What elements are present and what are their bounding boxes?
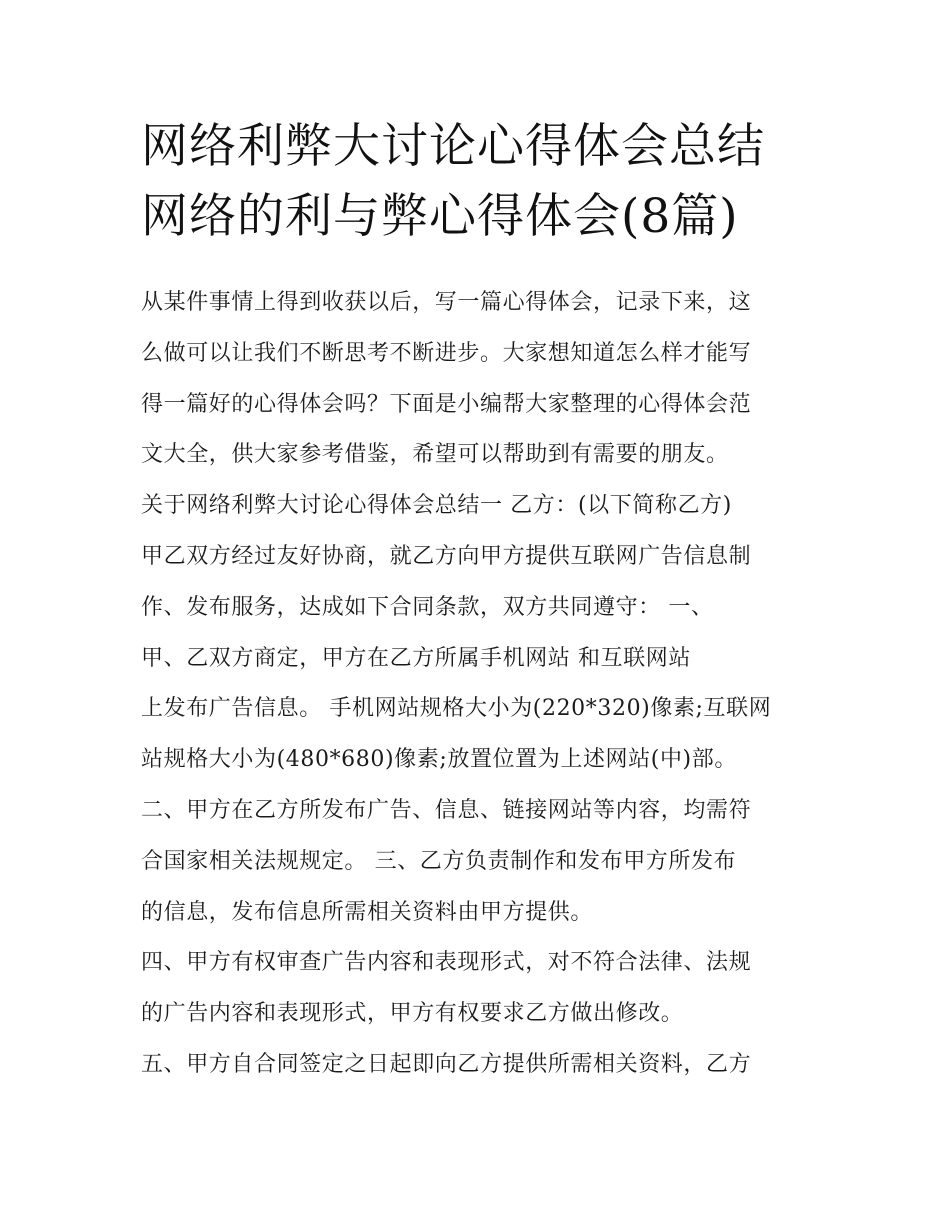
body-line: 合国家相关法规规定。 三、乙方负责制作和发布甲方所发布	[141, 848, 737, 874]
body-line: 四、甲方有权审查广告内容和表现形式，对不符合法律、法规	[141, 950, 752, 976]
body-line: 的广告内容和表现形式，甲方有权要求乙方做出修改。	[141, 1001, 684, 1027]
title-line-1: 网络利弊大讨论心得体会总结	[141, 119, 765, 174]
body-line: 甲乙双方经过友好协商，就乙方向甲方提供互联网广告信息制	[141, 543, 752, 569]
body-line: 文大全，供大家参考借鉴，希望可以帮助到有需要的朋友。	[141, 442, 729, 468]
body-line: 从某件事情上得到收获以后，写一篇心得体会，记录下来，这	[141, 290, 752, 315]
body-line: 站规格大小为(480*680)像素;放置位置为上述网站(中)部。	[141, 747, 737, 773]
body-line: 上发布广告信息。 手机网站规格大小为(220*320)像素;互联网	[141, 696, 772, 722]
body-line: 作、发布服务，达成如下合同条款，双方共同遵守： 一、	[141, 594, 714, 620]
title-line-2: 网络的利与弊心得体会(8篇)	[141, 189, 739, 244]
body-line: 二、甲方在乙方所发布广告、信息、链接网站等内容，均需符	[141, 797, 752, 823]
body-line: 么做可以让我们不断思考不断进步。大家想知道怎么样才能写	[141, 340, 752, 366]
body-line: 五、甲方自合同签定之日起即向乙方提供所需相关资料，乙方	[141, 1051, 752, 1077]
body-line: 得一篇好的心得体会吗？下面是小编帮大家整理的心得体会范	[141, 391, 752, 417]
page-title	[141, 112, 841, 252]
body-line: 关于网络利弊大讨论心得体会总结一 乙方：(以下简称乙方)	[141, 493, 732, 519]
document-body	[141, 278, 821, 1091]
body-line: 甲、乙双方商定，甲方在乙方所属手机网站 和互联网站	[141, 645, 691, 671]
body-line: 的信息，发布信息所需相关资料由甲方提供。	[141, 899, 594, 925]
